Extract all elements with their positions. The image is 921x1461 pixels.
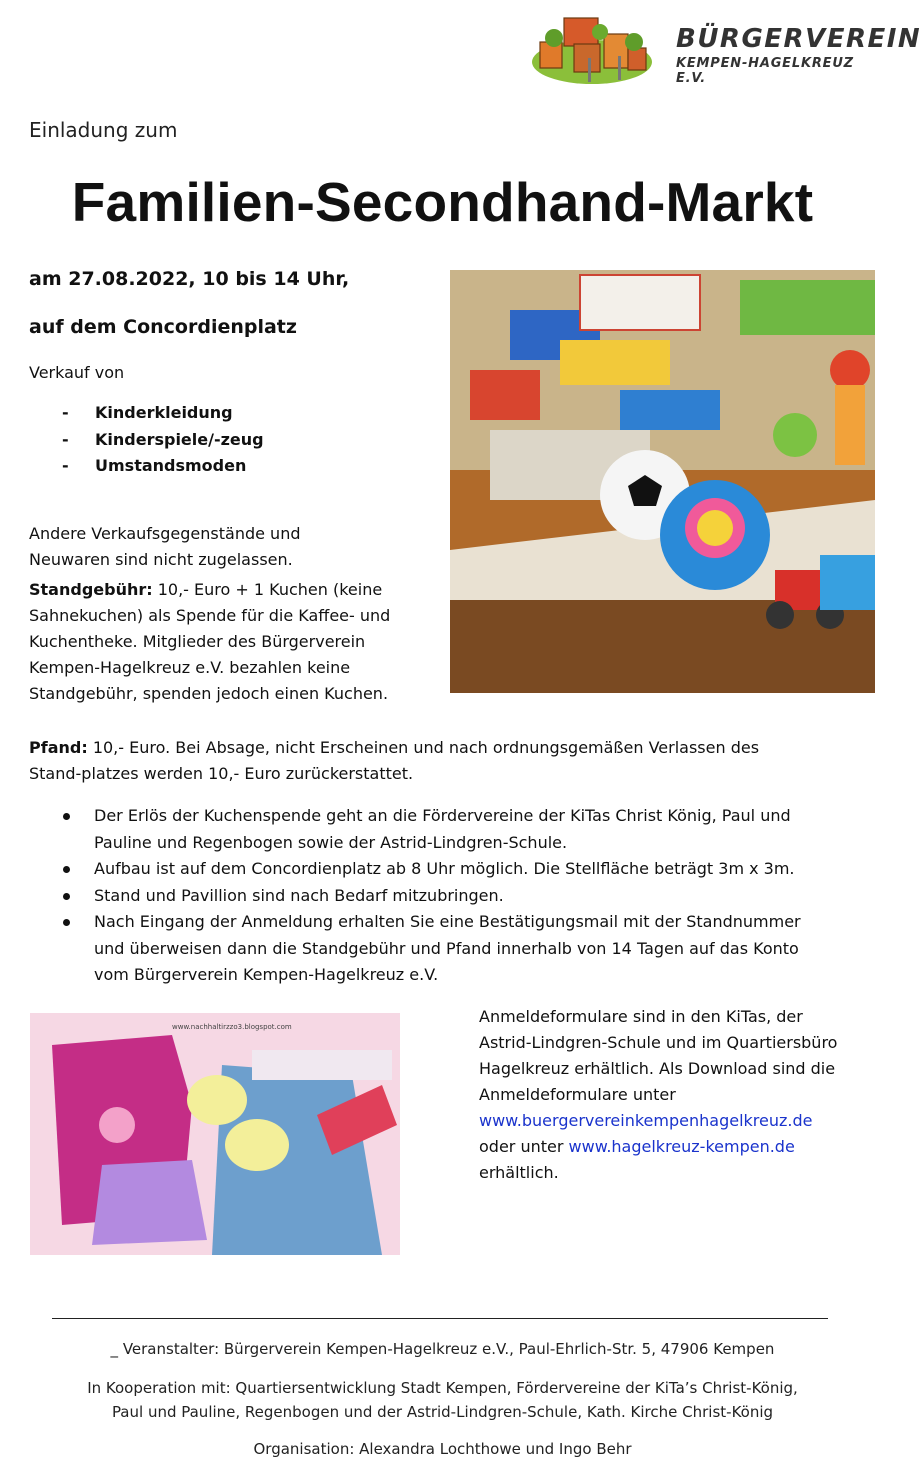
sale-items-list: [29, 400, 409, 480]
registration-text-2: oder unter: [479, 1137, 564, 1156]
logo: [530, 12, 921, 88]
clothes-photo: [22, 1005, 407, 1263]
info-bullet-list: [29, 803, 819, 989]
fee-label: Standgebühr:: [29, 580, 153, 599]
deposit-label: Pfand:: [29, 738, 88, 757]
registration-text-3: erhältlich.: [479, 1163, 559, 1182]
sale-intro: Verkauf von: [29, 363, 125, 382]
list-item: [29, 803, 794, 856]
footer-organisation: Organisation: Alexandra Lochthowe und Ingo Behr: [253, 1440, 632, 1458]
intro-text: Einladung zum: [29, 118, 178, 142]
list-item: [29, 909, 824, 989]
footer-cooperation-1: In Kooperation mit: Quartiersentwicklung Stadt Kempen, Fördervereine der KiTa’s Christ-König,: [87, 1379, 798, 1397]
list-item: - Kinderspiele/-zeug: [29, 427, 409, 454]
toys-photo: [450, 270, 875, 693]
fee-description: 10,- Euro + 1 Kuchen (keine Sahnekuchen) als Spende für die Kaffee- und Kuchentheke. Mitglieder des Bürgerverein Kempen-Hagelkreuz e.V. bezahlen keine Standgebühr, spenden jedoch einen Kuchen.: [29, 580, 391, 703]
registration-info: [479, 1004, 849, 1186]
event-date: am 27.08.2022, 10 bis 14 Uhr,: [29, 268, 350, 290]
list-item: [29, 883, 819, 910]
bullet-text: Nach Eingang der Anmeldung erhalten Sie eine Bestätigungsmail mit der Standnummer und überweisen dann die Standgebühr und Pfand innerhalb von 14 Tagen auf das Konto vom Bürgerverein Kempen-Hagelkreuz e.V.: [94, 912, 801, 984]
list-item: [29, 856, 819, 883]
logo-subtitle: KEMPEN-HAGELKREUZ E.V.: [676, 56, 854, 86]
deposit-description: 10,- Euro. Bei Absage, nicht Erscheinen und nach ordnungsgemäßen Verlassen des Stand-platzes werden 10,- Euro zurückerstattet.: [29, 738, 760, 783]
footer-organizer: _ Veranstalter: Bürgerverein Kempen-Hagelkreuz e.V., Paul-Ehrlich-Str. 5, 47906 Kempen: [110, 1340, 775, 1358]
list-item: - Kinderkleidung: [29, 400, 409, 427]
photo-watermark: www.nachhaltirzzo3.blogspot.com: [172, 1023, 292, 1031]
link-buergerverein[interactable]: www.buergervereinkempenhagelkreuz.de: [479, 1111, 813, 1130]
footer-divider: [52, 1318, 828, 1319]
registration-text-1: Anmeldeformulare sind in den KiTas, der Astrid-Lindgren-Schule und im Quartiersbüro Hagelkreuz erhältlich. Als Download sind die Anmeldeformulare unter: [479, 1007, 838, 1104]
bullet-text: Stand und Pavillion sind nach Bedarf mitzubringen.: [94, 885, 504, 905]
logo-title: BÜRGERVEREIN: [676, 24, 921, 54]
deposit-text: [29, 735, 789, 787]
event-place: auf dem Concordienplatz: [29, 316, 297, 338]
footer-cooperation-2: Paul und Pauline, Regenbogen und der Astrid-Lindgren-Schule, Kath. Kirche Christ-König: [111, 1403, 774, 1421]
list-item: - Umstandsmoden: [29, 453, 409, 480]
town-logo-icon: [530, 12, 652, 86]
page-title: Familien-Secondhand-Markt: [71, 171, 814, 233]
bullet-text: Der Erlös der Kuchenspende geht an die Fördervereine der KiTas Christ König, Paul und Pauline und Regenbogen sowie der Astrid-Lindgren-Schule.: [94, 806, 791, 852]
not-allowed-note: Andere Verkaufsgegenstände und Neuwaren sind nicht zugelassen.: [29, 524, 301, 569]
bullet-text: Aufbau ist auf dem Concordienplatz ab 8 Uhr möglich. Die Stellfläche beträgt 3m x 3m.: [94, 859, 795, 878]
fee-text: [29, 577, 409, 707]
link-hagelkreuz[interactable]: www.hagelkreuz-kempen.de: [568, 1137, 795, 1156]
